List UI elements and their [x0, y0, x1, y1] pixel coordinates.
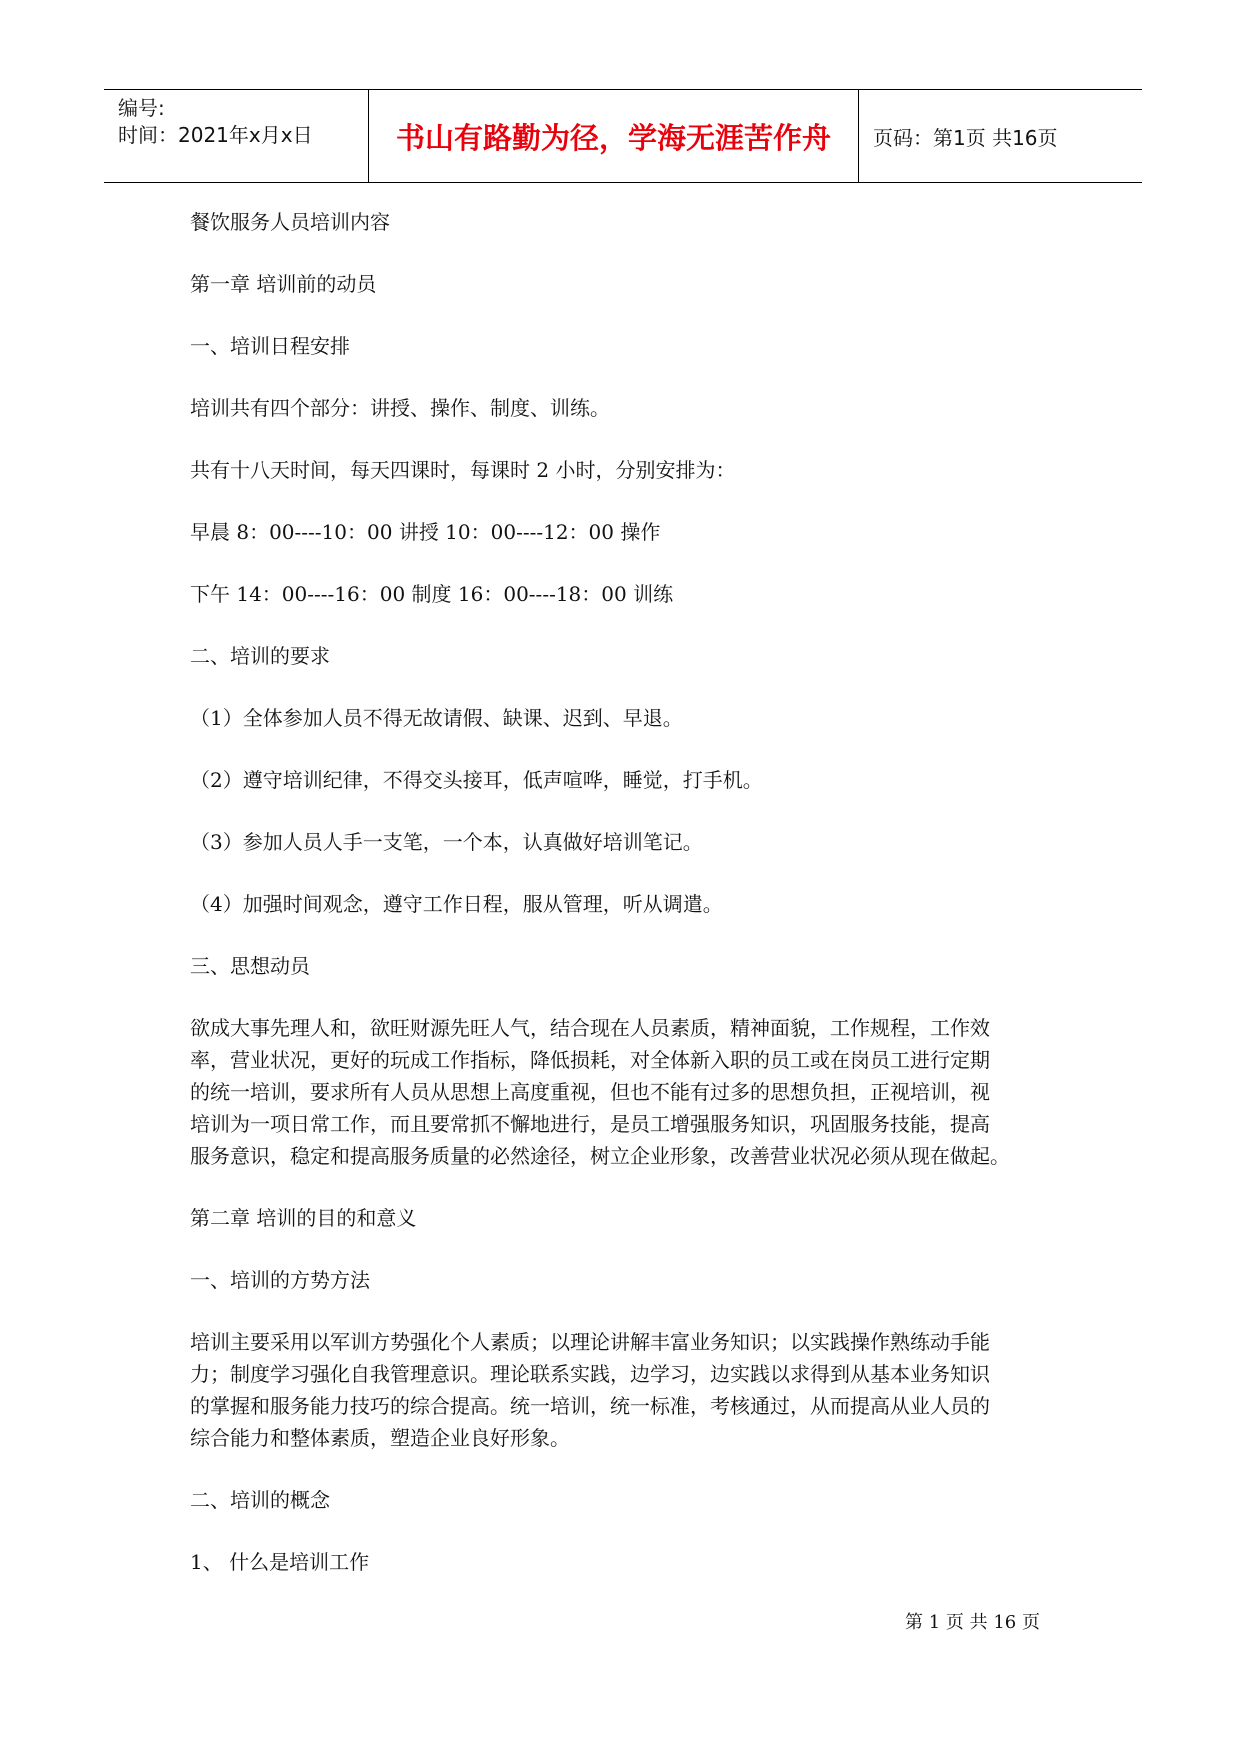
schedule-morning: 早晨 8：00----10：00 讲授 10：00----12：00 操作	[190, 520, 661, 544]
header-page-cell	[859, 90, 1142, 182]
requirement-item: （4）加强时间观念，遵守工作日程，服从管理，听从调遣。	[190, 892, 723, 916]
section-methods-heading: 一、培训的方势方法	[190, 1268, 370, 1292]
header-motto: 书山有路勤为径，学海无涯苦作舟	[395, 120, 831, 155]
document-number-label: 编号:	[118, 96, 165, 120]
paragraph-line: 力；制度学习强化自我管理意识。理论联系实践，边学习，边实践以求得到从基本业务知识	[190, 1362, 990, 1386]
paragraph-line: 服务意识，稳定和提高服务质量的必然途径，树立企业形象，改善营业状况必须从现在做起。	[190, 1144, 1010, 1168]
schedule-paragraph-2: 共有十八天时间，每天四课时，每课时 2 小时，分别安排为：	[190, 458, 736, 482]
document-body	[190, 206, 1060, 1608]
section-mobilization-heading: 三、思想动员	[190, 954, 310, 978]
section-schedule-heading: 一、培训日程安排	[190, 334, 350, 358]
concept-item-1: 1、 什么是培训工作	[190, 1550, 370, 1574]
schedule-paragraph-1: 培训共有四个部分：讲授、操作、制度、训练。	[190, 396, 610, 420]
schedule-afternoon: 下午 14：00----16：00 制度 16：00----18：00 训练	[190, 582, 674, 606]
paragraph-line: 培训为一项日常工作，而且要常抓不懈地进行，是员工增强服务知识，巩固服务技能，提高	[190, 1112, 990, 1136]
section-requirements-heading: 二、培训的要求	[190, 644, 330, 668]
document-title: 餐饮服务人员培训内容	[190, 210, 390, 234]
chapter-1-heading: 第一章 培训前的动员	[190, 272, 377, 296]
document-header	[104, 89, 1142, 183]
page-footer: 第 1 页 共 16 页	[905, 1612, 1040, 1633]
document-time-label: 时间：2021年x月x日	[118, 123, 313, 147]
header-page-info: 页码：第1页 共16页	[873, 125, 1058, 150]
paragraph-line: 的掌握和服务能力技巧的综合提高。统一培训，统一标准，考核通过，从而提高从业人员的	[190, 1394, 990, 1418]
paragraph-line: 培训主要采用以军训方势强化个人素质；以理论讲解丰富业务知识；以实践操作熟练动手能	[190, 1330, 990, 1354]
paragraph-line: 综合能力和整体素质，塑造企业良好形象。	[190, 1426, 570, 1450]
header-motto-cell	[369, 90, 859, 182]
mobilization-paragraph	[190, 1012, 1060, 1172]
methods-paragraph	[190, 1326, 1060, 1454]
chapter-2-heading: 第二章 培训的目的和意义	[190, 1206, 417, 1230]
paragraph-line: 欲成大事先理人和，欲旺财源先旺人气，结合现在人员素质，精神面貌，工作规程，工作效	[190, 1016, 990, 1040]
paragraph-line: 率，营业状况，更好的玩成工作指标，降低损耗，对全体新入职的员工或在岗员工进行定期	[190, 1048, 990, 1072]
section-concept-heading: 二、培训的概念	[190, 1488, 330, 1512]
requirement-item: （2）遵守培训纪律，不得交头接耳，低声喧哗，睡觉，打手机。	[190, 768, 763, 792]
header-meta-cell	[104, 90, 369, 182]
requirement-item: （1）全体参加人员不得无故请假、缺课、迟到、早退。	[190, 706, 683, 730]
paragraph-line: 的统一培训，要求所有人员从思想上高度重视，但也不能有过多的思想负担，正视培训，视	[190, 1080, 990, 1104]
requirement-item: （3）参加人员人手一支笔，一个本，认真做好培训笔记。	[190, 830, 703, 854]
